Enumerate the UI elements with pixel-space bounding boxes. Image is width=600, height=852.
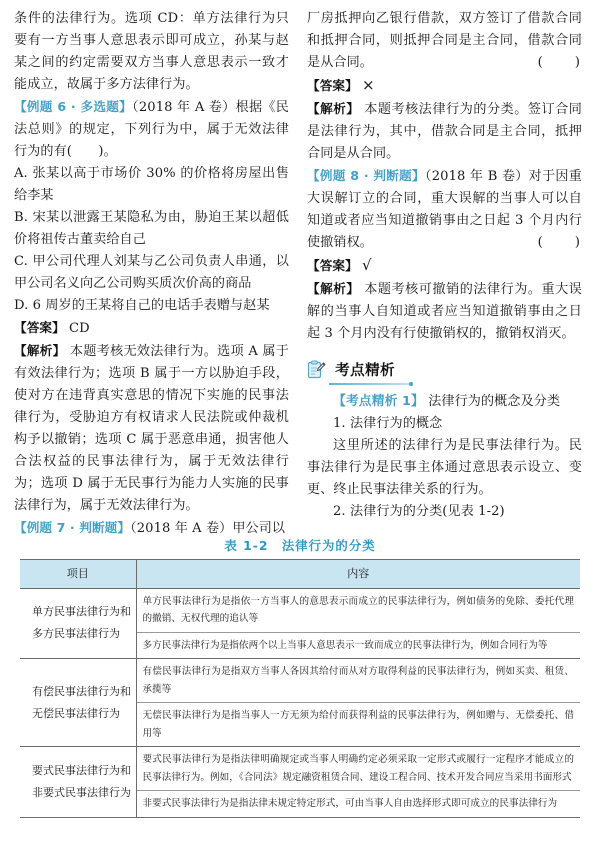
table-cell-content: 有偿民事法律行为是指双方当事人各因其给付而从对方取得利益的民事法律行为，例如买卖、租赁、承揽等 <box>136 659 580 703</box>
example-8-label: 【例题 8 · 判断题】 <box>307 168 425 183</box>
continued-paragraph: 条件的法律行为。选项 CD：单方法律行为只要有一方当事人意思表示即可成立，孙某与赵某之间的约定需要双方当事人意思表示一致才能成立，故属于多方法律行为。 <box>14 11 289 92</box>
analysis-text: 本题考核法律行为的分类。签订合同是法律行为，其中，借款合同是主合同，抵押合同是从合同。 <box>307 102 582 161</box>
answer-value: √ <box>362 256 372 274</box>
classification-table-wrapper <box>14 536 586 818</box>
table-cell-item: 要式民事法律行为和非要式民事法律行为 <box>20 747 136 818</box>
analysis-label: 【解析】 <box>14 343 66 358</box>
example-6-option-b: B. 宋某以泄露王某隐私为由，胁迫王某以超低价将祖传古董卖给自己 <box>14 210 289 247</box>
example-7-stem-rest-text: 厂房抵押向乙银行借款，双方签订了借款合同和抵押合同，则抵押合同是主合同，借款合同是从合同。 <box>307 11 582 70</box>
table-header-item: 项目 <box>20 560 136 589</box>
example-8-analysis <box>307 278 582 345</box>
table-cell-item: 单方民事法律行为和多方民事法律行为 <box>20 588 136 659</box>
sub-heading-1: 1. 法律行为的概念 <box>333 416 443 431</box>
table-cell-content: 无偿民事法律行为是指当事人一方无须为给付而获得利益的民事法律行为，例如赠与、无偿委托、借用等 <box>136 703 580 747</box>
table-cell-content: 要式民事法律行为是指法律明确规定或当事人明确约定必须采取一定形式或履行一定程序才能成立的民事法律行为。例如，《合同法》规定融资租赁合同、建设工程合同、技术开发合同应当采用书面形式 <box>136 747 580 791</box>
table-cell-content: 多方民事法律行为是指依两个以上当事人意思表示一致而成立的民事法律行为，例如合同行为等 <box>136 632 580 659</box>
two-column-body <box>14 8 586 536</box>
table-cell-content: 单方民事法律行为是指依一方当事人的意思表示而成立的民事法律行为，例如债务的免除、委托代理的撤销、无权代理的追认等 <box>136 588 580 632</box>
example-8-judge-marks: ( ) <box>537 235 582 250</box>
example-6-answer <box>14 317 289 340</box>
table-header-content: 内容 <box>136 560 580 589</box>
example-7-answer <box>307 74 582 98</box>
example-7-judge-marks: ( ) <box>537 55 582 70</box>
left-column <box>14 8 289 536</box>
table-cell-item: 有偿民事法律行为和无偿民事法律行为 <box>20 659 136 747</box>
example-7-analysis <box>307 98 582 165</box>
answer-label: 【答案】 <box>307 258 358 273</box>
example-6-block <box>14 96 289 163</box>
table-row <box>20 659 580 703</box>
table-row <box>20 588 580 632</box>
analysis-text: 本题考核无效法律行为。选项 A 属于有效法律行为；选项 B 属于一方以胁迫手段，使对方在违背真实意思的情况下实施的民事法律行为，受胁迫方有权请求人民法院或仲裁机构予以撤销；选项 C 属于恶意串通，损害他人合法权益的民事法律行为，属于无效法律行为；选项 D 属于无民事行为能力人实施的民事法律行为，属于无效法律行为。 <box>14 344 289 513</box>
example-7-stem-rest <box>307 8 582 74</box>
table-cell-content: 非要式民事法律行为是指法律未规定特定形式，可由当事人自由选择形式即可成立的民事法律行为 <box>136 791 580 818</box>
section-underline <box>329 383 410 385</box>
key-point-title: 法律行为的概念及分类 <box>428 394 561 409</box>
sub-heading-2: 2. 法律行为的分类(见表 1-2) <box>333 504 505 519</box>
table-caption: 表 1-2 法律行为的分类 <box>224 538 376 553</box>
example-8-block <box>307 165 582 254</box>
analysis-label: 【解析】 <box>307 281 360 296</box>
table-row <box>20 747 580 791</box>
example-7-stem-start: （2018 年 A 卷）甲公司以 <box>130 521 286 536</box>
key-point-label: 【考点精析 1】 <box>333 394 424 409</box>
example-8-stem: （2018 年 B 卷）对于因重大误解订立的合同，重大误解的当事人可以自知道或者应当知道撤销事由之日起 3 个月内行使撤销权。 <box>307 169 583 250</box>
clipboard-pen-icon <box>307 360 326 380</box>
example-7-label: 【例题 7 · 判断题】 <box>14 520 131 535</box>
section-title: 考点精析 <box>335 363 396 379</box>
example-6-option-a: A. 张某以高于市场价 30% 的价格将房屋出售给李某 <box>14 166 289 203</box>
section-header-key-points <box>307 359 582 385</box>
classification-table <box>20 559 580 818</box>
example-6-analysis <box>14 340 289 517</box>
table-header-row <box>20 560 580 589</box>
answer-label: 【答案】 <box>14 320 65 335</box>
right-column <box>307 8 582 528</box>
key-point-1-heading <box>307 391 582 413</box>
answer-label: 【答案】 <box>307 78 358 93</box>
answer-value: × <box>362 76 375 94</box>
example-8-answer <box>307 254 582 278</box>
analysis-label: 【解析】 <box>307 101 360 116</box>
example-6-option-c: C. 甲公司代理人刘某与乙公司负责人串通，以甲公司名义向乙公司购买质次价高的商品 <box>14 254 289 291</box>
answer-value: CD <box>69 321 90 336</box>
analysis-text: 本题考核可撤销的法律行为。重大误解的当事人自知道或者应当知道撤销事由之日起 3 个月内没有行使撤销权的，撤销权消灭。 <box>307 282 582 341</box>
example-6-option-d: D. 6 周岁的王某将自己的电话手表赠与赵某 <box>14 298 270 313</box>
example-6-stem: （2018 年 A 卷）根据《民法总则》的规定，下列行为中，属于无效法律行为的有( )。 <box>14 100 289 159</box>
sub-body-1: 这里所述的法律行为是民事法律行为。民事法律行为是民事主体通过意思表示设立、变更、终止民事法律关系的行为。 <box>307 438 582 497</box>
example-6-label: 【例题 6 · 多选题】 <box>14 99 132 114</box>
